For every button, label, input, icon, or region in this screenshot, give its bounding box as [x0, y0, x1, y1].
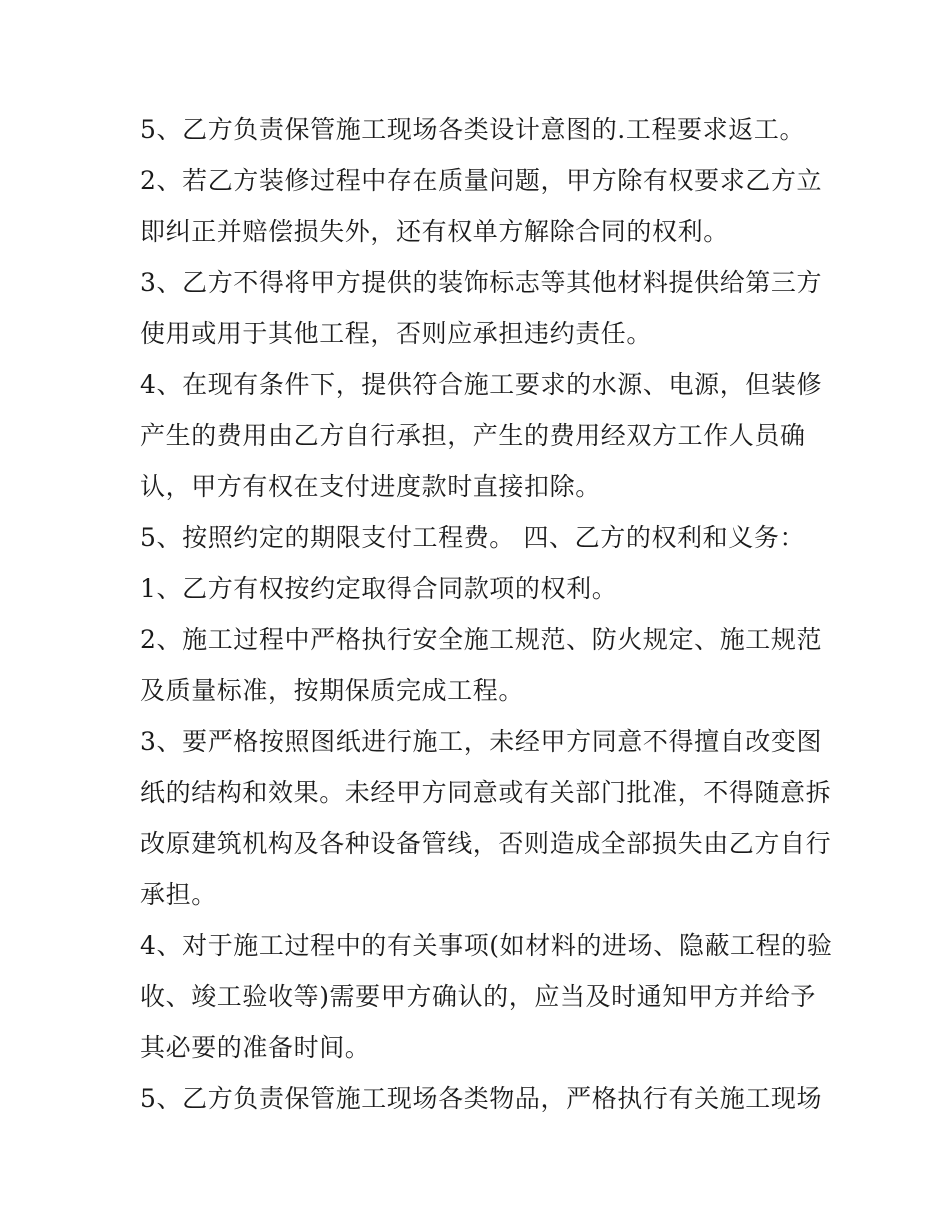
text-line: 3、乙方不得将甲方提供的装饰标志等其他材料提供给第三方: [140, 268, 823, 297]
text-line: 产生的费用由乙方自行承担，产生的费用经双方工作人员确: [140, 421, 806, 450]
text-line: 使用或用于其他工程，否则应承担违约责任。: [140, 319, 653, 348]
document-body: [140, 104, 833, 1124]
text-line: 收、竣工验收等)需要甲方确认的，应当及时通知甲方并给予: [140, 982, 816, 1011]
text-line: 3、要严格按照图纸进行施工，未经甲方同意不得擅自改变图: [140, 727, 823, 756]
text-line: 1、乙方有权按约定取得合同款项的权利。: [140, 574, 618, 603]
text-line: 改原建筑机构及各种设备管线，否则造成全部损失由乙方自行: [140, 829, 832, 858]
text-line: 即纠正并赔偿损失外，还有权单方解除合同的权利。: [140, 217, 729, 246]
text-line: 5、乙方负责保管施工现场各类物品，严格执行有关施工现场: [140, 1084, 823, 1113]
text-line: 2、施工过程中严格执行安全施工规范、防火规定、施工规范: [140, 625, 823, 654]
text-line: 承担。: [140, 880, 217, 909]
text-line: 4、在现有条件下，提供符合施工要求的水源、电源，但装修: [140, 370, 823, 399]
text-line: 5、按照约定的期限支付工程费。 四、乙方的权利和义务：: [140, 523, 806, 552]
text-line: 其必要的准备时间。: [140, 1033, 371, 1062]
text-line: 认，甲方有权在支付进度款时直接扣除。: [140, 472, 601, 501]
text-line: 纸的结构和效果。未经甲方同意或有关部门批准，不得随意拆: [140, 778, 832, 807]
text-line: 5、乙方负责保管施工现场各类设计意图的.工程要求返工。: [140, 115, 806, 144]
text-line: 4、对于施工过程中的有关事项(如材料的进场、隐蔽工程的验: [140, 931, 833, 960]
text-line: 及质量标准，按期保质完成工程。: [140, 676, 525, 705]
text-line: 2、若乙方装修过程中存在质量问题，甲方除有权要求乙方立: [140, 166, 823, 195]
